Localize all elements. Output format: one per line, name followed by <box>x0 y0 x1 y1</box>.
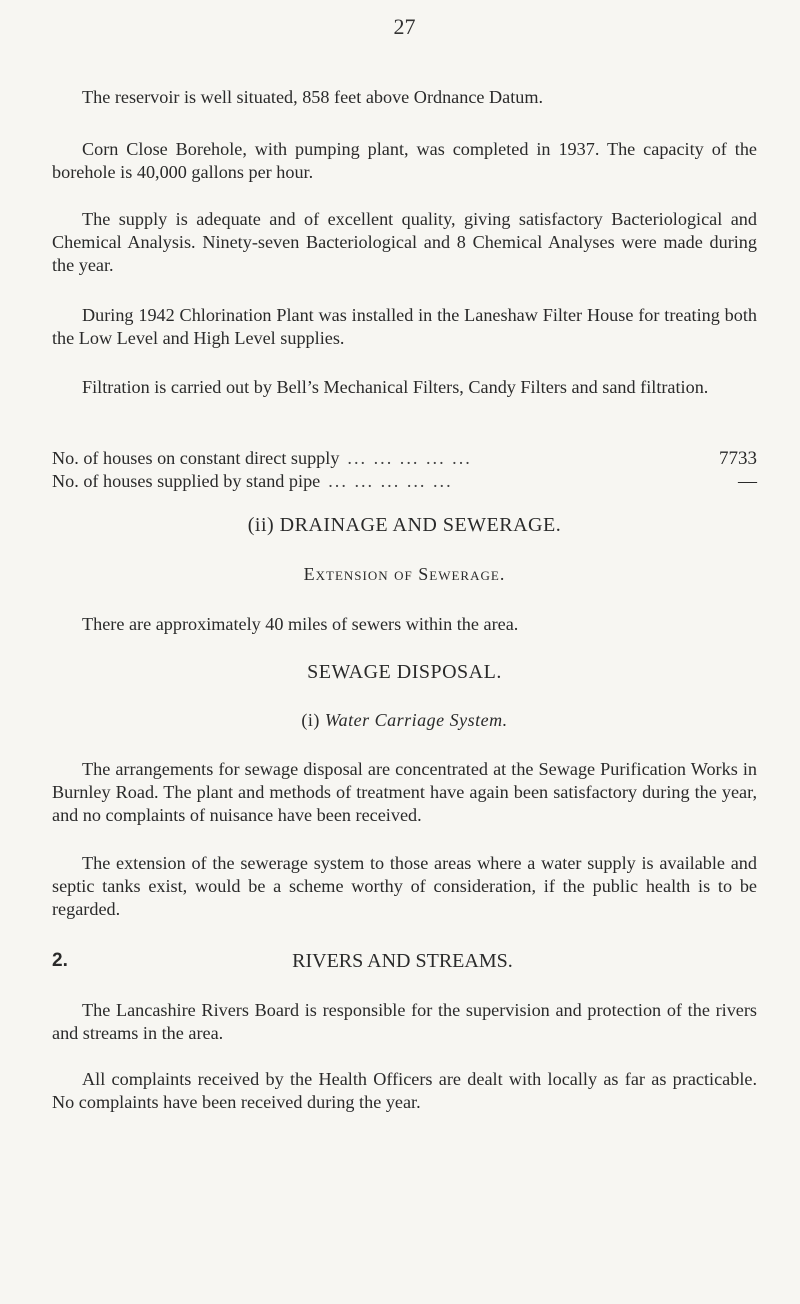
sewage-text-2: The extension of the sewerage system to those areas where a water supply is available and septic tanks exist, would be a scheme worthy of consideration, if the public health is to be regarded. <box>52 853 757 919</box>
sewage-paragraph-2 <box>52 852 757 921</box>
rivers-paragraph-2 <box>52 1068 757 1114</box>
supply-text: The supply is adequate and of excellent quality, giving satisfactory Bacteriological and Chemical Analysis. Ninety-seven Bacteriological and 8 Chemical Analyses were made during the year. <box>52 209 757 275</box>
section-title: RIVERS AND STREAMS. <box>292 950 513 972</box>
filtration-paragraph <box>52 376 757 399</box>
chlorination-paragraph <box>52 304 757 350</box>
houses-row-standpipe <box>52 470 757 493</box>
rivers-heading <box>52 950 757 973</box>
rivers-text-2: All complaints received by the Health Officers are dealt with locally as far as practicable. No complaints have been received during the year. <box>52 1069 757 1112</box>
page-number: 27 <box>393 14 416 39</box>
sewage-paragraph-1 <box>52 758 757 827</box>
subheading-title: Water Carriage System. <box>324 710 508 730</box>
drainage-heading: (ii) DRAINAGE AND SEWERAGE. <box>247 514 562 536</box>
reservoir-paragraph <box>52 86 757 109</box>
borehole-paragraph <box>52 138 757 184</box>
houses-value: 7733 <box>719 448 757 469</box>
leader-dots: ... ... ... ... ... <box>347 448 472 468</box>
rivers-text-1: The Lancashire Rivers Board is responsible for the supervision and protection of the rivers and streams in the area. <box>52 1000 757 1043</box>
borehole-text: Corn Close Borehole, with pumping plant, was completed in 1937. The capacity of the borehole is 40,000 gallons per hour. <box>52 139 757 182</box>
rivers-paragraph-1 <box>52 999 757 1045</box>
section-number: 2. <box>52 950 68 971</box>
chlorination-text: During 1942 Chlorination Plant was installed in the Laneshaw Filter House for treating both the Low Level and High Level supplies. <box>52 305 757 348</box>
sewage-text-1: The arrangements for sewage disposal are concentrated at the Sewage Purification Works in Burnley Road. The plant and methods of treatment have again been satisfactory during the year, and no complaints of nuisance have been received. <box>52 759 757 825</box>
sewage-disposal-heading: SEWAGE DISPOSAL. <box>307 661 502 683</box>
supply-paragraph <box>52 208 757 277</box>
sewers-text: There are approximately 40 miles of sewers within the area. <box>82 614 519 634</box>
houses-label: No. of houses supplied by stand pipe <box>52 471 321 491</box>
water-carriage-subheading <box>52 710 757 731</box>
subheading-number: (i) <box>301 710 320 730</box>
leader-dots: ... ... ... ... ... <box>328 471 453 491</box>
filtration-text: Filtration is carried out by Bell’s Mechanical Filters, Candy Filters and sand filtration. <box>82 377 709 397</box>
houses-label: No. of houses on constant direct supply <box>52 448 340 468</box>
houses-value: — <box>738 471 757 492</box>
reservoir-text: The reservoir is well situated, 858 feet above Ordnance Datum. <box>82 87 544 107</box>
extension-subheading: Extension of Sewerage. <box>303 564 506 584</box>
houses-table <box>52 447 757 493</box>
houses-row-direct <box>52 447 757 470</box>
